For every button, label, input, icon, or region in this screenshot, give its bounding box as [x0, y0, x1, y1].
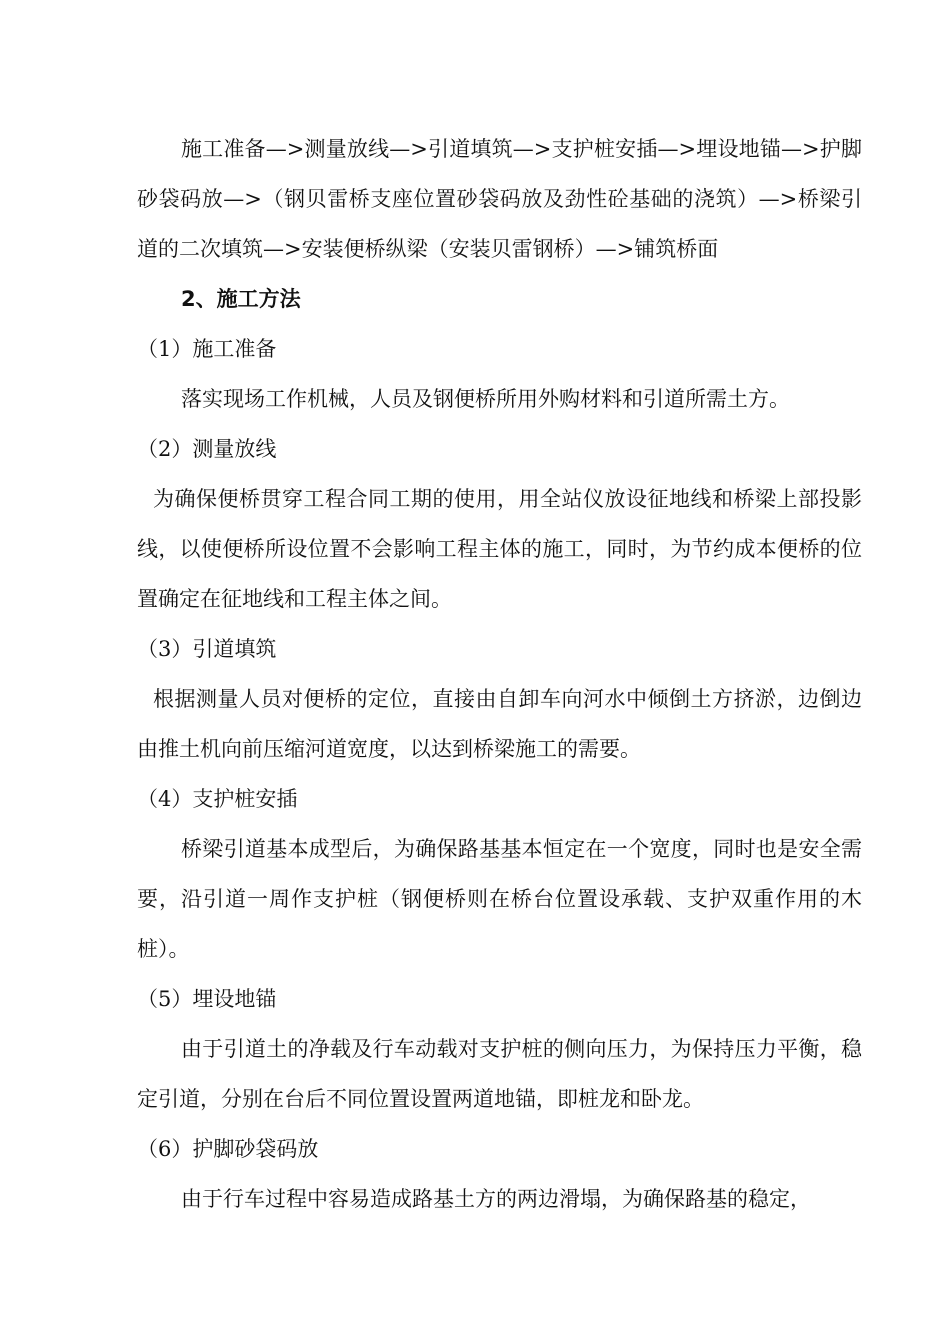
subsection-title-6: （6）护脚砂袋码放: [137, 1137, 319, 1161]
subsection-title-5: （5）埋设地锚: [137, 987, 277, 1011]
document-body: [137, 124, 862, 1224]
subsection-title-3: （3）引道填筑: [137, 637, 277, 661]
section-heading-construction-method: 2、施工方法: [181, 287, 301, 311]
process-flow-paragraph: 施工准备—>测量放线—>引道填筑—>支护桩安插—>埋设地锚—>护脚砂袋码放—>（钢贝雷桥支座位置砂袋码放及劲性砼基础的浇筑）—>桥梁引道的二次填筑—>安装便桥纵梁（安装贝雷钢桥）—>铺筑桥面: [137, 137, 862, 261]
subsection-body-4: 桥梁引道基本成型后，为确保路基基本恒定在一个宽度，同时也是安全需要，沿引道一周作支护桩（钢便桥则在桥台位置设承载、支护双重作用的木桩）。: [137, 837, 862, 961]
subsection-body-6: 由于行车过程中容易造成路基土方的两边滑塌，为确保路基的稳定，: [181, 1187, 811, 1211]
subsection-body-5: 由于引道土的净载及行车动载对支护桩的侧向压力，为保持压力平衡，稳定引道，分别在台后不同位置设置两道地锚，即桩龙和卧龙。: [137, 1037, 862, 1111]
subsection-title-2: （2）测量放线: [137, 437, 277, 461]
subsection-title-1: （1）施工准备: [137, 337, 277, 361]
subsection-body-1: 落实现场工作机械，人员及钢便桥所用外购材料和引道所需土方。: [181, 387, 790, 411]
subsection-body-3: 根据测量人员对便桥的定位，直接由自卸车向河水中倾倒土方挤淤，边倒边由推土机向前压缩河道宽度，以达到桥梁施工的需要。: [137, 687, 862, 761]
subsection-body-2: 为确保便桥贯穿工程合同工期的使用，用全站仪放设征地线和桥梁上部投影线，以使便桥所设位置不会影响工程主体的施工，同时，为节约成本便桥的位置确定在征地线和工程主体之间。: [137, 487, 862, 611]
subsection-title-4: （4）支护桩安插: [137, 787, 298, 811]
